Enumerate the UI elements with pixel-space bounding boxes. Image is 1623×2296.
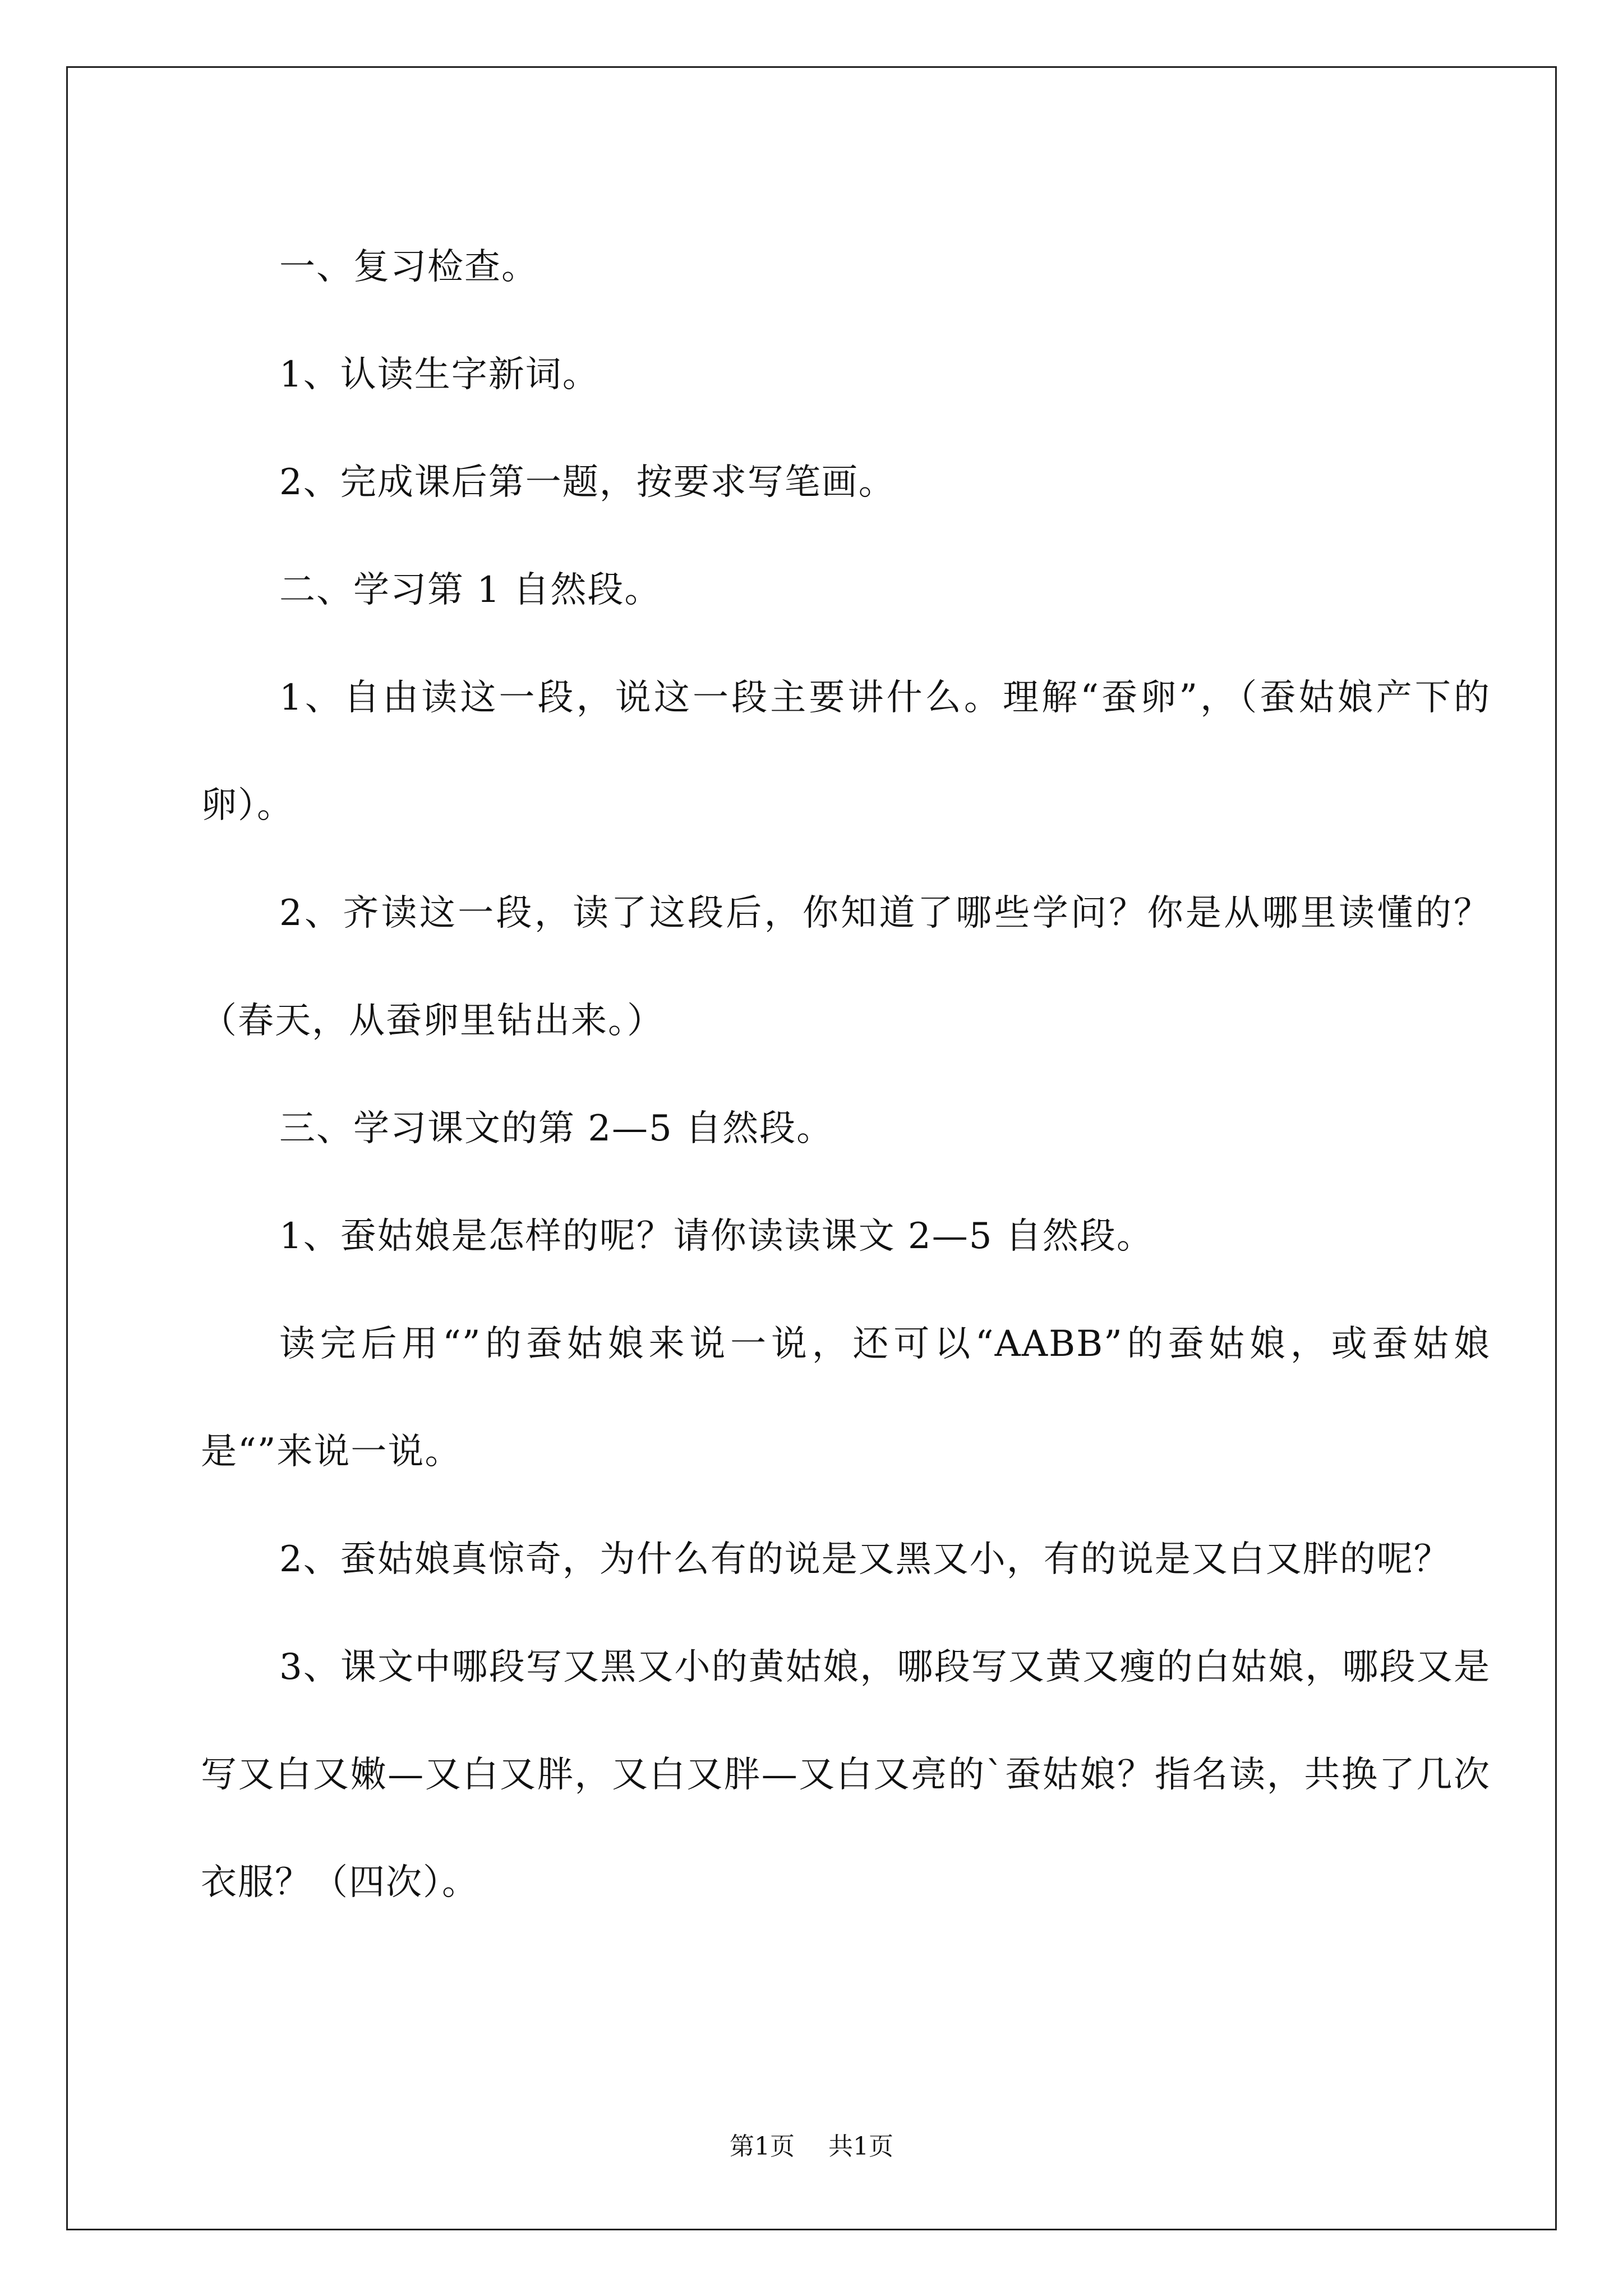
paragraph: 1、认读生字新词。 — [279, 354, 600, 395]
page-footer — [0, 2126, 1623, 2162]
paragraph: 1、蚕姑娘是怎样的呢？请你读读课文 2—5 自然段。 — [279, 1216, 1154, 1257]
paragraph: 2、齐读这一段，读了这段后，你知道了哪些学问？你是从哪里读懂的？（春天，从蚕卵里钻出来。） — [201, 892, 1491, 1042]
document-body — [201, 213, 1491, 1936]
paragraph: 1、自由读这一段，说这一段主要讲什么。理解“蚕卵”，（蚕姑娘产下的卵）。 — [201, 677, 1491, 826]
paragraph: 2、完成课后第一题，按要求写笔画。 — [279, 462, 896, 503]
paragraph: 2、蚕姑娘真惊奇，为什么有的说是又黑又小，有的说是又白又胖的呢？ — [279, 1539, 1451, 1580]
paragraph: 一、复习检查。 — [279, 246, 538, 288]
paragraph: 3、课文中哪段写又黑又小的黄姑娘，哪段写又黄又瘦的白姑娘，哪段又是写又白又嫩—又白又胖，又白又胖—又白又亮的`蚕姑娘？指名读，共换了几次衣服？（四次）。 — [201, 1646, 1491, 1903]
paragraph: 读完后用“”的蚕姑娘来说一说，还可以“AABB”的蚕姑娘，或蚕姑娘是“”来说一说。 — [201, 1323, 1491, 1473]
page-number: 第1页 — [730, 2132, 795, 2161]
page-total: 共1页 — [828, 2132, 893, 2161]
paragraph: 三、学习课文的第 2—5 自然段。 — [279, 1108, 834, 1149]
paragraph: 二、学习第 1 自然段。 — [279, 569, 662, 611]
